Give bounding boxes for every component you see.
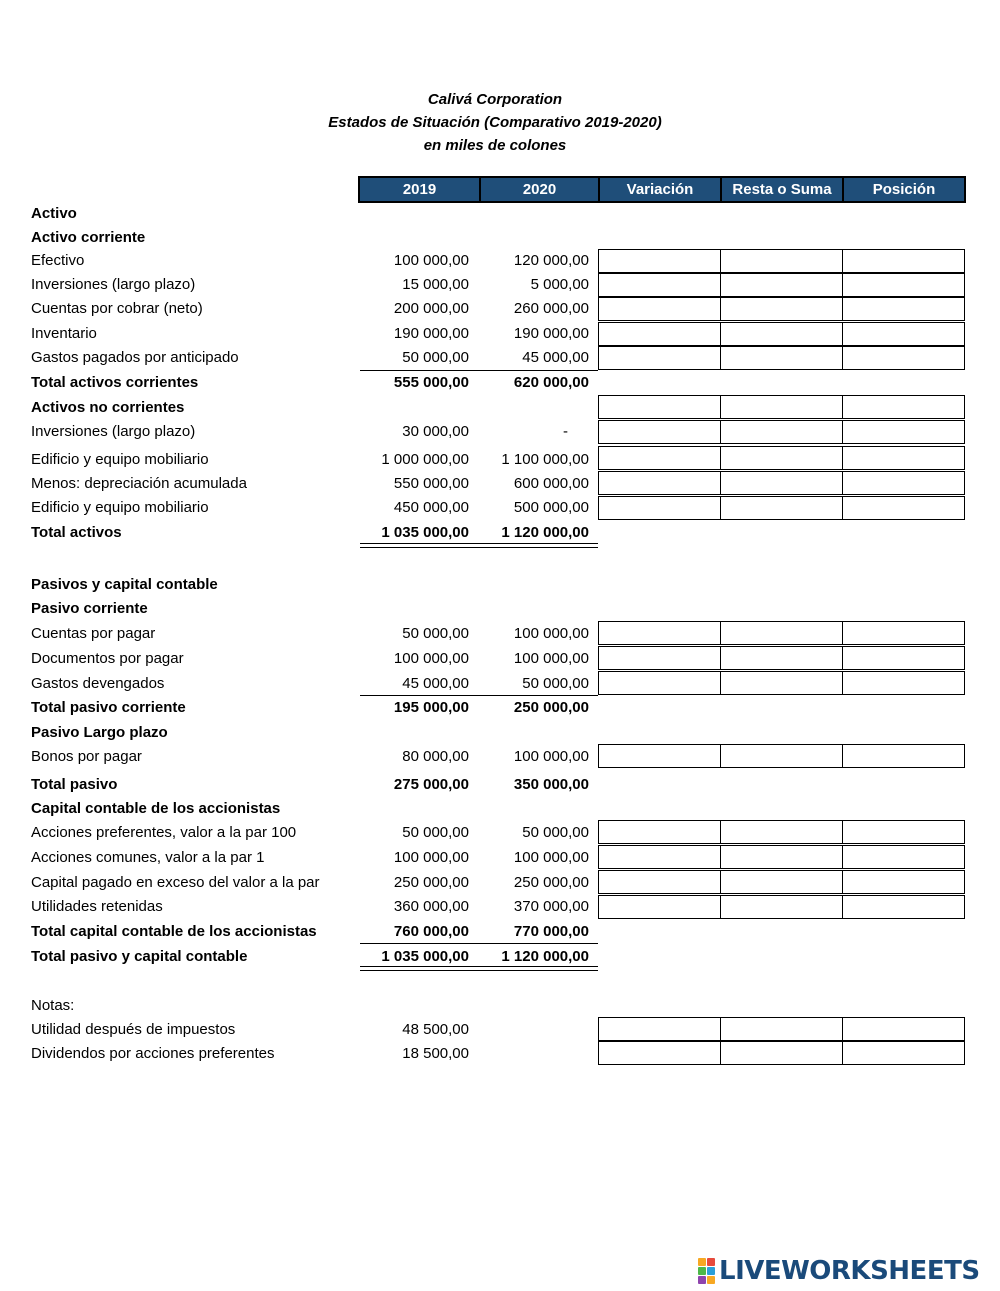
variacion-answer-cell[interactable] (598, 895, 721, 919)
posicion-answer-cell[interactable] (842, 845, 965, 869)
row-label: Pasivo Largo plazo (31, 724, 168, 741)
resta-suma-answer-cell[interactable] (720, 446, 843, 470)
row-label: Inventario (31, 325, 97, 342)
value-2019: 1 035 000,00 (381, 948, 469, 965)
resta-suma-answer-cell[interactable] (720, 496, 843, 520)
posicion-answer-cell[interactable] (842, 820, 965, 844)
variacion-answer-cell[interactable] (598, 671, 721, 695)
posicion-answer-cell[interactable] (842, 621, 965, 645)
value-2020: 770 000,00 (513, 923, 589, 940)
resta-suma-answer-cell[interactable] (720, 395, 843, 419)
value-2020: 350 000,00 (513, 776, 589, 793)
variacion-answer-cell[interactable] (598, 446, 721, 470)
posicion-answer-cell[interactable] (842, 671, 965, 695)
variacion-answer-cell[interactable] (598, 273, 721, 297)
value-2020: 250 000,00 (513, 874, 589, 891)
variacion-answer-cell[interactable] (598, 346, 721, 370)
resta-suma-answer-cell[interactable] (720, 471, 843, 495)
value-2019: 550 000,00 (393, 475, 469, 492)
liveworksheets-logo-icon (698, 1258, 715, 1284)
liveworksheets-brand: LIVEWORKSHEETS (719, 1256, 980, 1286)
row-label: Inversiones (largo plazo) (31, 423, 196, 440)
value-2019: 200 000,00 (393, 300, 469, 317)
value-2020: 370 000,00 (513, 898, 589, 915)
value-2020: 100 000,00 (513, 625, 589, 642)
row-label: Menos: depreciación acumulada (31, 475, 247, 492)
value-2019: 275 000,00 (393, 776, 469, 793)
row-label: Cuentas por cobrar (neto) (31, 300, 203, 317)
value-2019: 100 000,00 (393, 849, 469, 866)
row-label: Total activos corrientes (31, 374, 199, 391)
value-2019: 100 000,00 (393, 650, 469, 667)
subtotal-rule (360, 943, 598, 944)
variacion-answer-cell[interactable] (598, 395, 721, 419)
variacion-answer-cell[interactable] (598, 1017, 721, 1041)
posicion-answer-cell[interactable] (842, 1041, 965, 1065)
units-subtitle: en miles de colones (423, 137, 567, 154)
posicion-answer-cell[interactable] (842, 471, 965, 495)
value-2020: - (563, 423, 568, 440)
row-label: Total capital contable de los accionistas (31, 923, 317, 940)
row-label: Gastos devengados (31, 675, 165, 692)
variacion-answer-cell[interactable] (598, 870, 721, 894)
row-label: Activos no corrientes (31, 399, 185, 416)
row-label: Inversiones (largo plazo) (31, 276, 196, 293)
row-label: Capital pagado en exceso del valor a la par (31, 874, 320, 891)
variacion-answer-cell[interactable] (598, 249, 721, 273)
value-2020: 45 000,00 (522, 349, 589, 366)
variacion-answer-cell[interactable] (598, 496, 721, 520)
resta-suma-answer-cell[interactable] (720, 420, 843, 444)
resta-suma-answer-cell[interactable] (720, 671, 843, 695)
value-2020: 100 000,00 (513, 849, 589, 866)
posicion-answer-cell[interactable] (842, 346, 965, 370)
resta-suma-answer-cell[interactable] (720, 1041, 843, 1065)
row-label: Documentos por pagar (31, 650, 184, 667)
value-2019: 45 000,00 (402, 675, 469, 692)
resta-suma-answer-cell[interactable] (720, 870, 843, 894)
value-2020: 5 000,00 (530, 276, 589, 293)
variacion-answer-cell[interactable] (598, 744, 721, 768)
posicion-answer-cell[interactable] (842, 870, 965, 894)
posicion-answer-cell[interactable] (842, 744, 965, 768)
row-label: Cuentas por pagar (31, 625, 156, 642)
resta-suma-answer-cell[interactable] (720, 895, 843, 919)
value-2019: 80 000,00 (402, 748, 469, 765)
row-label: Efectivo (31, 252, 85, 269)
variacion-answer-cell[interactable] (598, 845, 721, 869)
value-2019: 50 000,00 (402, 824, 469, 841)
row-label: Activo (31, 205, 77, 222)
row-label: Acciones comunes, valor a la par 1 (31, 849, 265, 866)
value-2019: 15 000,00 (402, 276, 469, 293)
value-2020: 250 000,00 (513, 699, 589, 716)
row-label: Acciones preferentes, valor a la par 100 (31, 824, 297, 841)
posicion-answer-cell[interactable] (842, 420, 965, 444)
column-header-2020: 2020 (479, 176, 598, 203)
statement-title: Estados de Situación (Comparativo 2019-2020) (328, 114, 662, 131)
value-2020: 1 120 000,00 (501, 948, 589, 965)
resta-suma-answer-cell[interactable] (720, 646, 843, 670)
row-label: Pasivos y capital contable (31, 576, 218, 593)
value-2019: 760 000,00 (393, 923, 469, 940)
resta-suma-answer-cell[interactable] (720, 744, 843, 768)
posicion-answer-cell[interactable] (842, 395, 965, 419)
resta-suma-answer-cell[interactable] (720, 820, 843, 844)
row-label: Dividendos por acciones preferentes (31, 1045, 275, 1062)
value-2020: 600 000,00 (513, 475, 589, 492)
value-2019: 48 500,00 (402, 1021, 469, 1038)
row-label: Total activos (31, 524, 122, 541)
value-2019: 360 000,00 (393, 898, 469, 915)
row-label: Utilidades retenidas (31, 898, 163, 915)
value-2020: 500 000,00 (513, 499, 589, 516)
total-double-rule (360, 966, 598, 971)
row-label: Total pasivo (31, 776, 118, 793)
variacion-answer-cell[interactable] (598, 471, 721, 495)
value-2019: 1 000 000,00 (381, 451, 469, 468)
value-2019: 30 000,00 (402, 423, 469, 440)
value-2019: 100 000,00 (393, 252, 469, 269)
value-2019: 195 000,00 (393, 699, 469, 716)
row-label: Total pasivo corriente (31, 699, 186, 716)
column-header-2019: 2019 (358, 176, 479, 203)
resta-suma-answer-cell[interactable] (720, 1017, 843, 1041)
value-2019: 1 035 000,00 (381, 524, 469, 541)
total-double-rule (360, 543, 598, 548)
resta-suma-answer-cell[interactable] (720, 346, 843, 370)
subtotal-rule (360, 695, 598, 696)
variacion-answer-cell[interactable] (598, 322, 721, 346)
variacion-answer-cell[interactable] (598, 820, 721, 844)
row-label: Pasivo corriente (31, 600, 148, 617)
value-2019: 250 000,00 (393, 874, 469, 891)
column-header-variacion: Variación (598, 176, 720, 203)
row-label: Gastos pagados por anticipado (31, 349, 239, 366)
row-label: Notas: (31, 997, 75, 1014)
row-label: Utilidad después de impuestos (31, 1021, 236, 1038)
subtotal-rule (360, 370, 598, 371)
value-2020: 120 000,00 (513, 252, 589, 269)
resta-suma-answer-cell[interactable] (720, 273, 843, 297)
value-2020: 1 120 000,00 (501, 524, 589, 541)
variacion-answer-cell[interactable] (598, 297, 721, 321)
posicion-answer-cell[interactable] (842, 1017, 965, 1041)
row-label: Bonos por pagar (31, 748, 142, 765)
value-2020: 100 000,00 (513, 650, 589, 667)
row-label: Edificio y equipo mobiliario (31, 499, 209, 516)
posicion-answer-cell[interactable] (842, 322, 965, 346)
value-2020: 100 000,00 (513, 748, 589, 765)
column-header-posicion: Posición (842, 176, 966, 203)
value-2020: 50 000,00 (522, 824, 589, 841)
variacion-answer-cell[interactable] (598, 621, 721, 645)
row-label: Edificio y equipo mobiliario (31, 451, 209, 468)
value-2020: 620 000,00 (513, 374, 589, 391)
value-2019: 555 000,00 (393, 374, 469, 391)
value-2019: 190 000,00 (393, 325, 469, 342)
posicion-answer-cell[interactable] (842, 496, 965, 520)
value-2020: 190 000,00 (513, 325, 589, 342)
value-2020: 50 000,00 (522, 675, 589, 692)
value-2019: 18 500,00 (402, 1045, 469, 1062)
value-2020: 1 100 000,00 (501, 451, 589, 468)
variacion-answer-cell[interactable] (598, 1041, 721, 1065)
company-name: Calivá Corporation (427, 91, 563, 108)
value-2019: 50 000,00 (402, 625, 469, 642)
resta-suma-answer-cell[interactable] (720, 621, 843, 645)
variacion-answer-cell[interactable] (598, 646, 721, 670)
row-label: Total pasivo y capital contable (31, 948, 248, 965)
resta-suma-answer-cell[interactable] (720, 322, 843, 346)
posicion-answer-cell[interactable] (842, 249, 965, 273)
row-label: Activo corriente (31, 229, 146, 246)
resta-suma-answer-cell[interactable] (720, 845, 843, 869)
posicion-answer-cell[interactable] (842, 895, 965, 919)
value-2019: 450 000,00 (393, 499, 469, 516)
row-label: Capital contable de los accionistas (31, 800, 281, 817)
posicion-answer-cell[interactable] (842, 297, 965, 321)
posicion-answer-cell[interactable] (842, 446, 965, 470)
variacion-answer-cell[interactable] (598, 420, 721, 444)
posicion-answer-cell[interactable] (842, 273, 965, 297)
resta-suma-answer-cell[interactable] (720, 249, 843, 273)
value-2020: 260 000,00 (513, 300, 589, 317)
liveworksheets-logo (698, 1256, 980, 1286)
posicion-answer-cell[interactable] (842, 646, 965, 670)
column-header-resta-suma: Resta o Suma (720, 176, 842, 203)
value-2019: 50 000,00 (402, 349, 469, 366)
resta-suma-answer-cell[interactable] (720, 297, 843, 321)
